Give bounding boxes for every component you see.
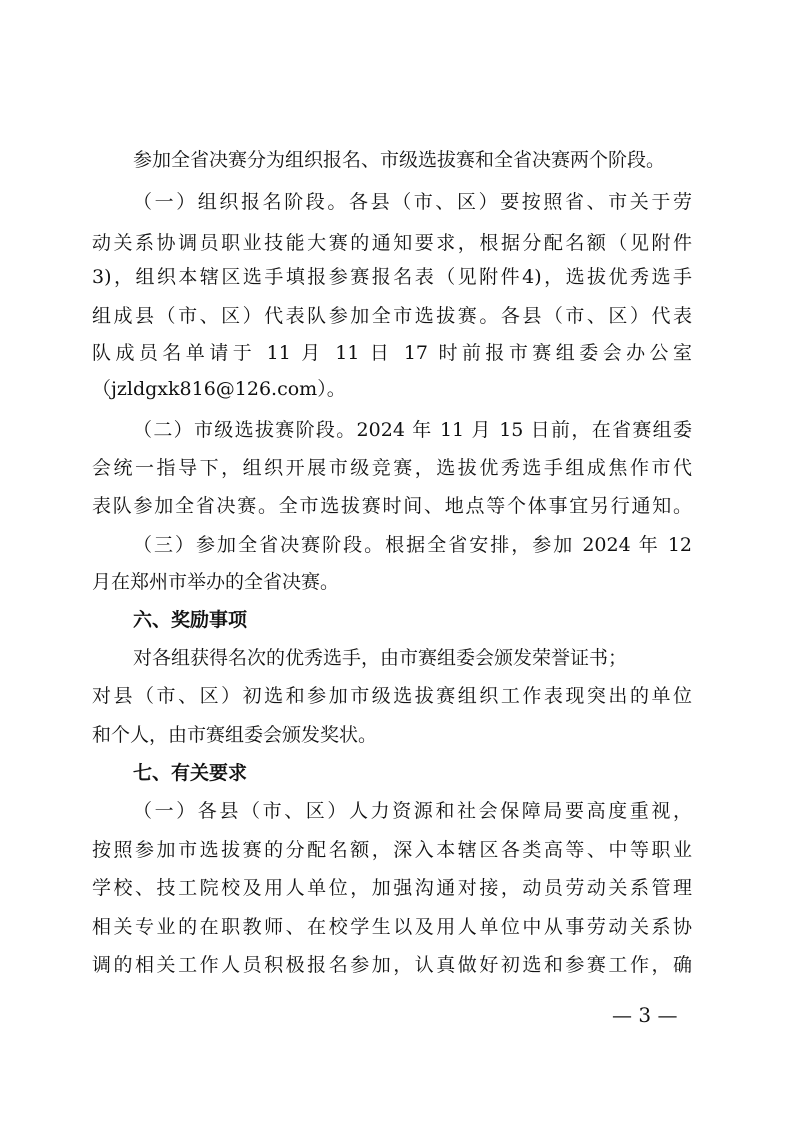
paragraph-registration-line-2: 动关系协调员职业技能大赛的通知要求，根据分配名额（见附件: [92, 232, 692, 254]
paragraph-registration-line-4: 组成县（市、区）代表队参加全市选拔赛。各县（市、区）代表: [92, 305, 692, 327]
section-heading-rewards: 六、奖励事项: [133, 609, 248, 631]
paragraph-city-contest-line-3: 表队参加全省决赛。全市选拔赛时间、地点等个体事宜另行通知。: [92, 495, 692, 517]
section-heading-requirements: 七、有关要求: [133, 762, 248, 784]
paragraph-registration-email: （jzldgxk816@126.com）。: [92, 378, 346, 400]
paragraph-rewards-line-1: 对各组获得名次的优秀选手，由市赛组委会颁发荣誉证书；: [133, 647, 628, 669]
paragraph-rewards-line-2: 对县（市、区）初选和参加市级选拔赛组织工作表现突出的单位: [92, 685, 692, 707]
paragraph-rewards-line-3: 和个人，由市赛组委会颁发奖状。: [92, 724, 378, 746]
paragraph-requirements-line-4: 相关专业的在职教师、在校学生以及用人单位中从事劳动关系协: [92, 916, 692, 938]
paragraph-stages-intro: 参加全省决赛分为组织报名、市级选拔赛和全省决赛两个阶段。: [133, 149, 666, 171]
paragraph-requirements-line-5: 调的相关工作人员积极报名参加，认真做好初选和参赛工作，确: [92, 954, 692, 976]
page-number: — 3 —: [612, 1003, 678, 1027]
paragraph-registration-line-5: 队成员名单请于 11 月 11 日 17 时前报市赛组委会办公室: [92, 342, 692, 364]
paragraph-requirements-line-1: （一）各县（市、区）人力资源和社会保障局要高度重视，: [133, 800, 692, 822]
paragraph-final-line-1: （三）参加全省决赛阶段。根据全省安排，参加 2024 年 12: [133, 534, 692, 556]
paragraph-registration-line-3: 3)，组织本辖区选手填报参赛报名表（见附件4)，选拔优秀选手: [92, 266, 692, 288]
paragraph-requirements-line-3: 学校、技工院校及用人单位，加强沟通对接，动员劳动关系管理: [92, 877, 692, 899]
paragraph-final-line-2: 月在郑州市举办的全省决赛。: [92, 571, 340, 593]
paragraph-requirements-line-2: 按照参加市选拔赛的分配名额，深入本辖区各类高等、中等职业: [92, 839, 692, 861]
paragraph-city-contest-line-2: 会统一指导下，组织开展市级竞赛，选拔优秀选手组成焦作市代: [92, 457, 692, 479]
paragraph-registration-line-1: （一）组织报名阶段。各县（市、区）要按照省、市关于劳: [133, 191, 692, 213]
paragraph-city-contest-line-1: （二）市级选拔赛阶段。2024 年 11 月 15 日前，在省赛组委: [133, 419, 692, 441]
